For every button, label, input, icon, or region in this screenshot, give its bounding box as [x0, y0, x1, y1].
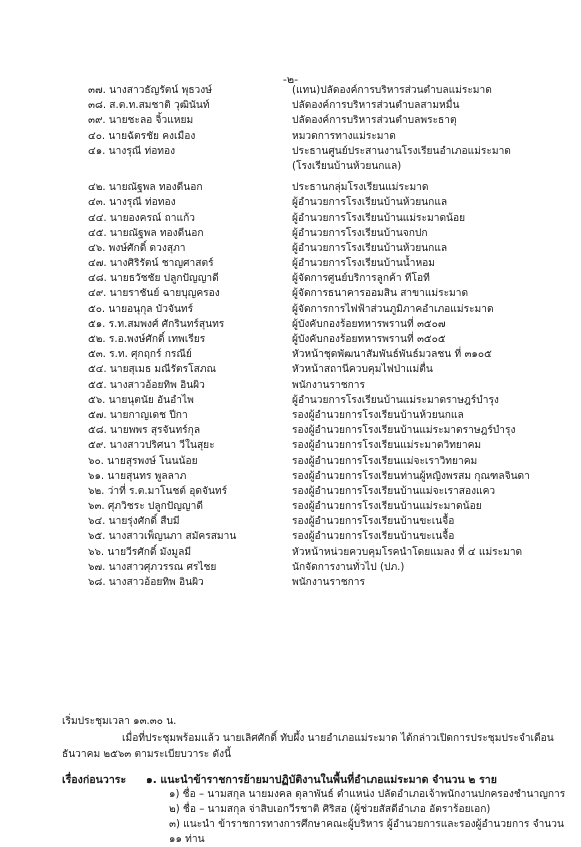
attendee-name: ๕๔. นายสุเมธ มณีรัตรโสภณ	[88, 364, 217, 376]
attendee-row	[0, 301, 581, 316]
attendee-position: ประธานกลุ่มโรงเรียนแม่ระมาด	[292, 182, 429, 194]
attendee-position: รองผู้อำนวยการโรงเรียนท่านผู้หญิงพรสม กุณฑลจินดา	[292, 470, 530, 482]
attendee-row	[0, 574, 581, 589]
attendee-row	[0, 270, 581, 285]
attendee-name: ๕๖. นายนุตนัย อันอำไพ	[88, 394, 194, 406]
attendee-name: ๔๗. นางศิริรัตน์ ชาญศาสตร์	[88, 258, 214, 270]
attendee-name: ๔๙. นายราชันย์ ฉายบุญครอง	[88, 288, 220, 300]
attendee-position: หมวดการทางแม่ระมาด	[292, 130, 396, 142]
attendee-row	[0, 498, 581, 513]
attendee-position: พนักงานราชการ	[292, 379, 365, 391]
attendee-row	[0, 97, 581, 112]
attendee-position: ผู้อำนวยการโรงเรียนบ้านน้ำหอม	[292, 258, 436, 270]
attendee-name: ๕๓. ร.ท. ศุกฤกร์ กรณีย์	[88, 349, 192, 361]
attendee-position: รองผู้อำนวยการโรงเรียนแม่ระมาดวิทยาคม	[292, 440, 482, 452]
attendee-name: ๕๗. นายกาญเดช ปีกา	[88, 409, 188, 421]
page-number: -๒-	[282, 73, 299, 86]
attendee-row	[0, 331, 581, 346]
attendee-position: หัวหน้าสถานีควบคุมไฟป่าแม่ตื่น	[292, 364, 433, 376]
attendee-name: ๔๕. นายณัฐพล ทองดีนอก	[88, 227, 204, 239]
opening-line-1: เมื่อที่ประชุมพร้อมแล้ว นายเลิศศักดิ์ ทับผึ้ง นายอำเภอแม่ระมาด ได้กล่าวเปิดการประชุมประจำเดือน	[122, 733, 554, 744]
attendee-row	[0, 179, 581, 194]
attendee-row	[0, 483, 581, 498]
attendee-name: ๔๑. นางรุณี ท่อทอง	[88, 145, 176, 157]
attendee-position: (แทน)ปลัดองค์การบริหารส่วนตำบลแม่ระมาด	[292, 85, 492, 96]
attendee-position: รองผู้อำนวยการโรงเรียนบ้านแม่ระมาดน้อย	[292, 501, 482, 513]
attendee-row	[0, 453, 581, 468]
attendee-row	[0, 528, 581, 543]
attendee-name: ๕๙. นางสาวปริศนา วีในสุยะ	[88, 440, 215, 452]
attendee-position: ผู้จัดการธนาคารออมสิน สาขาแม่ระมาด	[292, 288, 469, 300]
attendee-position: รองผู้อำนวยการโรงเรียนบ้านขะเนจื้อ	[292, 531, 455, 543]
agenda-item-4: ๑๑ ท่าน	[169, 834, 205, 845]
attendee-position: รองผู้อำนวยการโรงเรียนบ้านแม่ระมาดราษฎร์บำรุง	[292, 425, 516, 437]
attendee-row	[0, 437, 581, 452]
attendee-position: รองผู้อำนวยการโรงเรียนบ้านขะเนจื้อ	[292, 516, 455, 528]
attendee-row	[0, 377, 581, 392]
attendee-name: ๖๐. นายสุรพงษ์ โนนน้อย	[88, 455, 198, 467]
attendee-row	[0, 82, 581, 97]
attendee-row	[0, 361, 581, 376]
attendee-name: ๔๐. นายฉัตรชัย คงเมือง	[88, 130, 196, 142]
attendee-row	[0, 210, 581, 225]
attendee-position: ประธานศูนย์ประสานงานโรงเรียนอำเภอแม่ระมาด	[292, 145, 511, 157]
attendee-name: ๔๘. นายธวัชชัย ปลูกปัญญาดี	[88, 273, 219, 285]
meeting-start-time: เริ่มประชุมเวลา ๑๓.๓๐ น.	[62, 716, 177, 727]
agenda-item-3: ๓) แนะนำ ข้าราชการทางการศึกษาคณะผู้บริหาร ผู้อำนวยการและรองผู้อำนวยการ จำนวน	[169, 819, 564, 830]
agenda-item-2: ๒) ชื่อ – นามสกุล จ่าสิบเอกวีรชาติ ศิริสอ (ผู้ช่วยสัสดีอำเภอ อัตราร้อยเอก)	[169, 804, 491, 815]
attendee-row	[0, 468, 581, 483]
attendee-name: ๖๒. ว่าที่ ร.ต.มาโนชต์ อุดจันทร์	[88, 485, 228, 497]
attendee-row	[0, 513, 581, 528]
attendee-row	[0, 225, 581, 240]
attendee-position: พนักงานราชการ	[292, 577, 365, 588]
attendee-name: ๕๕. นางสาวอ้อยทิพ อินผิว	[88, 379, 205, 391]
attendee-name: ๕๘. นายพพร สุรจันทร์กุล	[88, 425, 201, 437]
attendee-position: หัวหน้าชุดพัฒนาสัมพันธ์พันธ์มวลชน ที่ ๓๑๐๕	[292, 349, 492, 361]
attendee-position-line2: (โรงเรียนบ้านห้วยนกแล)	[292, 160, 402, 172]
attendee-name: ๖๔. นายรุ่งศักดิ์ สืบมี	[88, 516, 180, 528]
attendee-position: ผู้อำนวยการโรงเรียนบ้านห้วยนกแล	[292, 197, 448, 209]
attendee-name: ๖๘. นางสาวอ้อยทิพ อินผิว	[88, 577, 204, 588]
attendee-row	[0, 240, 581, 255]
attendee-name: ๓๙. นายชะลอ จิ้วแหยม	[88, 115, 194, 127]
attendee-name: ๕๑. ร.ท.สมพงศ์ ศักรินทร์สุนทร	[88, 318, 225, 330]
attendee-list	[0, 82, 581, 589]
attendee-position: ผู้บังคับกองร้อยทหารพรานที่ ๓๕๐๗	[292, 318, 446, 330]
attendee-row	[0, 194, 581, 209]
attendee-name: ๕๐. นายอนุกุล บัวจันทร์	[88, 303, 194, 315]
attendee-row	[0, 112, 581, 127]
attendee-position: รองผู้อำนวยการโรงเรียนบ้านแม่จะเราสองแคว	[292, 485, 496, 497]
attendee-row	[0, 346, 581, 361]
attendee-row	[0, 316, 581, 331]
attendee-row	[0, 255, 581, 270]
attendee-row	[0, 544, 581, 559]
attendee-name: ๖๖. นายวีรศักดิ์ มังมูลมี	[88, 546, 192, 558]
attendee-position: นักจัดการงานทั่วไป (ปภ.)	[292, 561, 405, 573]
agenda-heading: ๑. แนะนำข้าราชการย้ายมาปฏิบัติงานในพื้นที่อำเภอแม่ระมาด จำนวน ๒ ราย	[146, 774, 497, 786]
attendee-position: ผู้จัดการศูนย์บริการลูกค้า ทีโอที	[292, 273, 430, 285]
attendee-position: ผู้อำนวยการโรงเรียนบ้านแม่ระมาดน้อย	[292, 212, 466, 224]
agenda-title: เรื่องก่อนวาระ	[62, 774, 127, 786]
attendee-name: ๖๑. นายสุนทร พูลลาภ	[88, 470, 187, 482]
attendee-name: ๓๗. นางสาวธัญรัตน์ พุธวงษ์	[88, 85, 212, 96]
attendee-name: ๖๗. นางสาวศุภวรรณ ศรไชย	[88, 561, 217, 573]
attendee-name: ๓๘. ส.ต.ท.สมชาติ วุฒินันท์	[88, 100, 210, 112]
attendee-row-continued	[0, 158, 581, 173]
attendee-name: ๖๕. นางสาวเพ็ญนภา สมัครสมาน	[88, 531, 237, 543]
attendee-position: ปลัดองค์การบริหารส่วนตำบลพระธาตุ	[292, 115, 457, 127]
attendee-row	[0, 422, 581, 437]
attendee-row	[0, 392, 581, 407]
attendee-position: ผู้บังคับกองร้อยทหารพรานที่ ๓๕๐๕	[292, 334, 446, 345]
attendee-row	[0, 143, 581, 158]
attendee-row	[0, 285, 581, 300]
attendee-row	[0, 559, 581, 574]
attendee-position: ผู้อำนวยการโรงเรียนบ้านแม่ระมาดราษฎร์บำรุง	[292, 394, 499, 406]
attendee-position: รองผู้อำนวยการโรงเรียนบ้านห้วยนกแล	[292, 409, 464, 421]
opening-paragraph	[62, 731, 554, 762]
attendee-row	[0, 128, 581, 143]
attendee-position: ผู้อำนวยการโรงเรียนบ้านห้วยนกแล	[292, 242, 448, 254]
attendee-name: ๔๓. นางรุณี ท่อทอง	[88, 197, 176, 209]
attendee-name: ๔๖. พงษ์ศักดิ์ ดวงสุภา	[88, 242, 186, 254]
attendee-name: ๔๒. นายณัฐพล ทองดีนอก	[88, 182, 203, 194]
attendee-position: หัวหน้าหน่วยควบคุมโรคนำโดยแมลง ที่ ๔ แม่ระมาด	[292, 546, 523, 558]
attendee-name: ๕๒. ร.อ.พงษ์ศักดิ์ เทพเรียร	[88, 334, 206, 345]
attendee-name: ๔๔. นายองครณ์ ถาแก้ว	[88, 212, 195, 224]
attendee-position: ผู้อำนวยการโรงเรียนบ้านจกปก	[292, 227, 428, 239]
attendee-position: รองผู้อำนวยการโรงเรียนแม่จะเราวิทยาคม	[292, 455, 478, 467]
attendee-name: ๖๓. ศุภวิชระ ปลูกปัญญาดี	[88, 501, 203, 513]
attendee-position: ปลัดองค์การบริหารส่วนตำบลสามหมื่น	[292, 100, 460, 112]
agenda-item-1: ๑) ชื่อ – นามสกุล นายมงคล ดุลาพันธ์ ตำแหน่ง ปลัดอำเภอเจ้าพนักงานปกครองชำนาญการ	[169, 789, 566, 800]
attendee-row	[0, 407, 581, 422]
opening-line-2: ธันวาคม ๒๕๖๓ ตามระเบียบวาระ ดังนี้	[62, 748, 232, 760]
attendee-position: ผู้จัดการการไฟฟ้าส่วนภูมิภาคอำเภอแม่ระมาด	[292, 303, 494, 315]
